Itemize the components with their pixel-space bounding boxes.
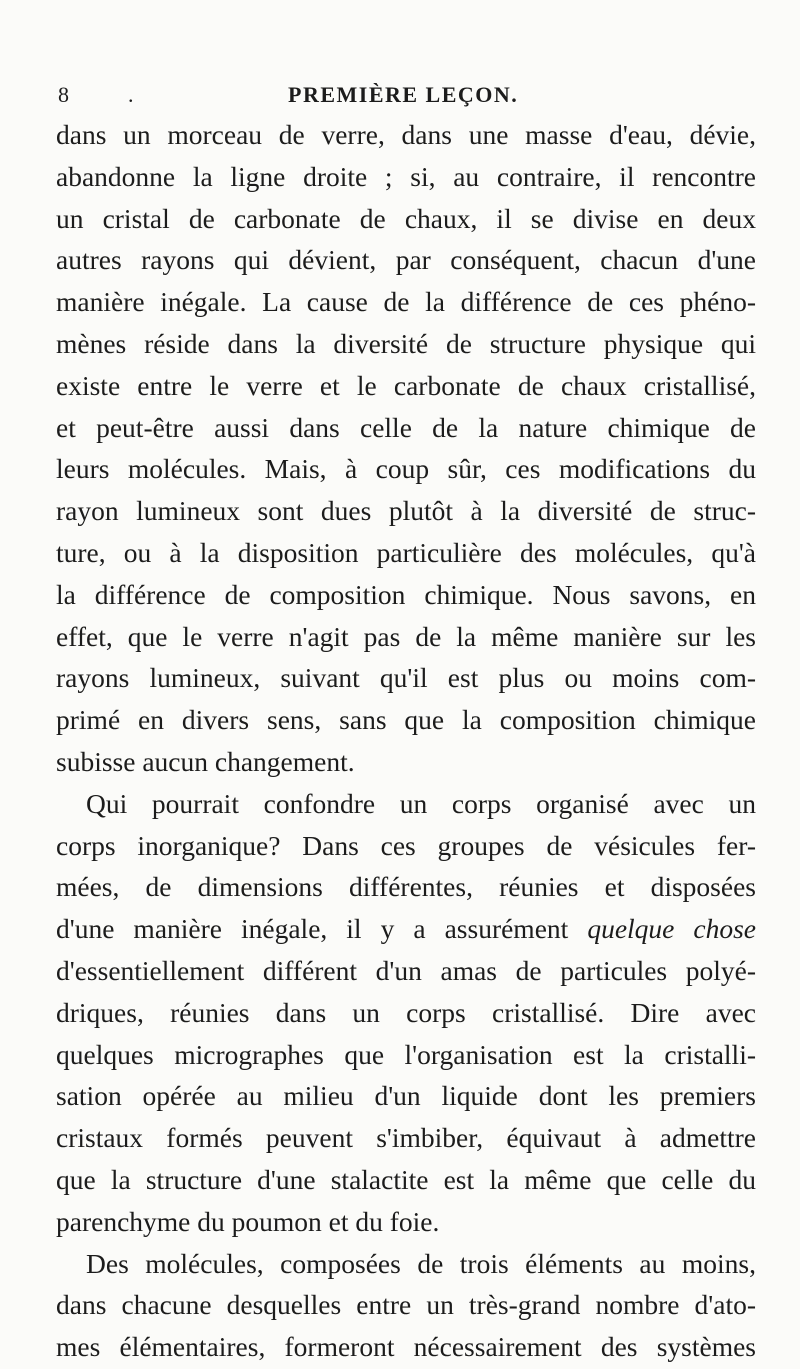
- text-line: primé en divers sens, sans que la composition chimique: [56, 704, 756, 736]
- header-separator: .: [128, 82, 135, 107]
- text-line: rayons lumineux, suivant qu'il est plus ou moins com-: [56, 662, 756, 694]
- text-line: que la structure d'une stalactite est la même que celle du: [56, 1163, 756, 1195]
- text-line: [56, 908, 756, 950]
- italic-phrase: quelque chose: [587, 913, 756, 945]
- text-line: mes élémentaires, formeront nécessairement des systèmes: [56, 1331, 756, 1363]
- text-line: parenchyme du poumon et du foie.: [56, 1205, 440, 1237]
- text-line: un cristal de carbonate de chaux, il se divise en deux: [56, 202, 756, 234]
- text-line: dans chacune desquelles entre un très-grand nombre d'ato-: [56, 1289, 756, 1321]
- text-line: quelques micrographes que l'organisation est la cristalli-: [56, 1038, 756, 1070]
- text-line: et peut-être aussi dans celle de la nature chimique de: [56, 411, 756, 443]
- body-text: [56, 114, 756, 1368]
- running-head: [58, 82, 742, 112]
- text-line: driques, réunies dans un corps cristallisé. Dire avec: [56, 996, 756, 1028]
- text-line: abandonne la ligne droite ; si, au contraire, il rencontre: [56, 160, 756, 192]
- chapter-title: PREMIÈRE LEÇON.: [288, 82, 519, 107]
- text-line: la différence de composition chimique. Nous savons, en: [56, 578, 756, 610]
- text-line: sation opérée au milieu d'un liquide dont les premiers: [56, 1080, 756, 1112]
- text-line: corps inorganique? Dans ces groupes de vésicules fer-: [56, 829, 756, 861]
- text-line: manière inégale. La cause de la différence de ces phéno-: [56, 286, 756, 318]
- text-line: autres rayons qui dévient, par conséquent, chacun d'une: [56, 244, 756, 276]
- text-line: dans un morceau de verre, dans une masse d'eau, dévie,: [56, 119, 756, 150]
- text-line: rayon lumineux sont dues plutôt à la diversité de struc-: [56, 495, 756, 527]
- text-line: existe entre le verre et le carbonate de chaux cristallisé,: [56, 369, 756, 401]
- text-line: subisse aucun changement.: [56, 745, 355, 777]
- text-line: mées, de dimensions différentes, réunies et disposées: [56, 871, 756, 903]
- text-line: Qui pourrait confondre un corps organisé avec un: [86, 787, 756, 819]
- text-line: Des molécules, composées de trois éléments au moins,: [86, 1247, 756, 1279]
- text-line: mènes réside dans la diversité de structure physique qui: [56, 327, 756, 359]
- text-line: leurs molécules. Mais, à coup sûr, ces modifications du: [56, 453, 756, 485]
- text-segment: d'une manière inégale, il y a assurément: [56, 913, 588, 945]
- text-line: cristaux formés peuvent s'imbiber, équivaut à admettre: [56, 1122, 756, 1154]
- page-number: 8: [58, 82, 70, 107]
- text-line: ture, ou à la disposition particulière des molécules, qu'à: [56, 536, 756, 568]
- text-line: d'essentiellement différent d'un amas de particules polyé-: [56, 954, 756, 986]
- text-line: effet, que le verre n'agit pas de la même manière sur les: [56, 620, 756, 652]
